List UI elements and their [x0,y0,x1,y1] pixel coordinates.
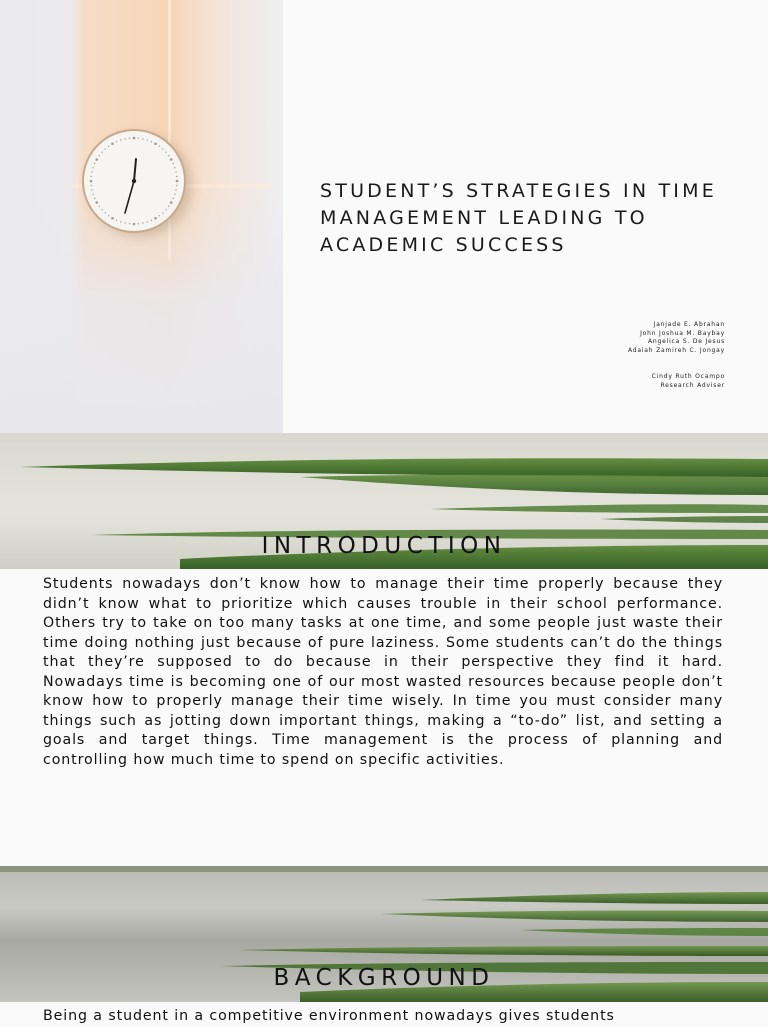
clock-tick [111,142,114,145]
document-title: STUDENT’S STRATEGIES IN TIME MANAGEMENT LEADING TO ACADEMIC SUCCESS [320,180,717,256]
clock-tick [138,223,139,224]
clock-tick [162,148,163,149]
introduction-banner [0,433,768,569]
cover-clock-photo [0,0,283,433]
clock-tick [129,138,130,139]
clock-tick [95,158,98,161]
clock-tick [176,176,177,177]
clock-tick [168,206,169,207]
author-name: Janjade E. Abrahan [653,321,725,328]
clock-tick [173,163,174,164]
clock-tick [176,185,177,186]
background-paragraph: Being a student in a competitive environment nowadays gives students [43,1008,615,1024]
author-name: Adaiah Zamireh C. Jongay [627,346,725,354]
clock-tick [175,171,176,172]
clock-tick [90,180,93,183]
clock-tick [154,142,157,145]
clock-tick [120,139,121,140]
clock-tick [95,201,98,204]
clock-tick [129,223,130,224]
clock-tick [133,137,136,140]
clock-tick [108,215,109,216]
clock-tick [142,138,143,139]
clock-tick [174,194,175,195]
clock-tick [91,171,92,172]
clock-tick [147,139,148,140]
clock-tick [151,220,152,221]
clock-tick [168,155,169,156]
clock-tick [147,221,148,222]
clock-tick [99,155,100,156]
clock-tick [105,212,106,213]
clock-tick [142,222,143,223]
author-name: Angelica S. De Jesus [648,338,725,346]
clock-tick [116,220,117,221]
clock-tick [92,194,93,195]
clock-tick [116,141,117,142]
clock-tick [159,215,160,216]
adviser-block [485,373,725,390]
clock-tick [91,185,92,186]
clock-tick [99,206,100,207]
clock-tick [175,189,176,190]
clock-tick [124,138,125,139]
clock-tick [111,217,114,220]
background-banner [0,866,768,1002]
clock-tick [124,222,125,223]
clock-tick [154,217,157,220]
clock-tick [92,167,93,168]
clock-tick [174,167,175,168]
author-name: John Joshua M. Baybay [640,329,725,337]
adviser-name: Cindy Ruth Ocampo [651,373,725,381]
clock-tick [151,141,152,142]
clock-tick [162,212,163,213]
clock-tick [105,148,106,149]
clock-tick [91,189,92,190]
introduction-paragraph: Students nowadays don’t know how to manage their time properly because they didn’t know what to prioritize which causes trouble in their school performance. Others try to take on too many tasks at one time, and some people just waste their time doing nothing just because of pure laziness. Some students can’t do the things that they’re supposed to do because in their perspective they find it hard. Nowadays time is becoming one of our most wasted resources because people don’t know how to properly manage their time wisely. In time you must consider many things such as jotting down important things, making a “to-do” list, and setting a goals and target things. Time management is the process of planning and controlling how much time to spend on specific activities. [43,576,723,768]
clock-tick [91,176,92,177]
clock-tick [165,209,166,210]
adviser-role: Research Adviser [660,381,725,389]
clock-tick [133,223,136,226]
clock-tick [176,180,179,183]
clock-tick [165,152,166,153]
clock-tick [108,146,109,147]
credits-block [485,321,725,391]
wall-clock-icon [82,129,186,233]
clock-tick [138,138,139,139]
introduction-heading: INTRODUCTION [261,533,507,559]
background-heading: BACKGROUND [273,965,495,991]
clock-tick [101,209,102,210]
clock-tick [170,201,173,204]
clock-tick [170,158,173,161]
clock-tick [159,146,160,147]
clock-tick [94,163,95,164]
clock-tick [101,152,102,153]
clock-tick [94,198,95,199]
clock-tick [173,198,174,199]
clock-tick [120,221,121,222]
